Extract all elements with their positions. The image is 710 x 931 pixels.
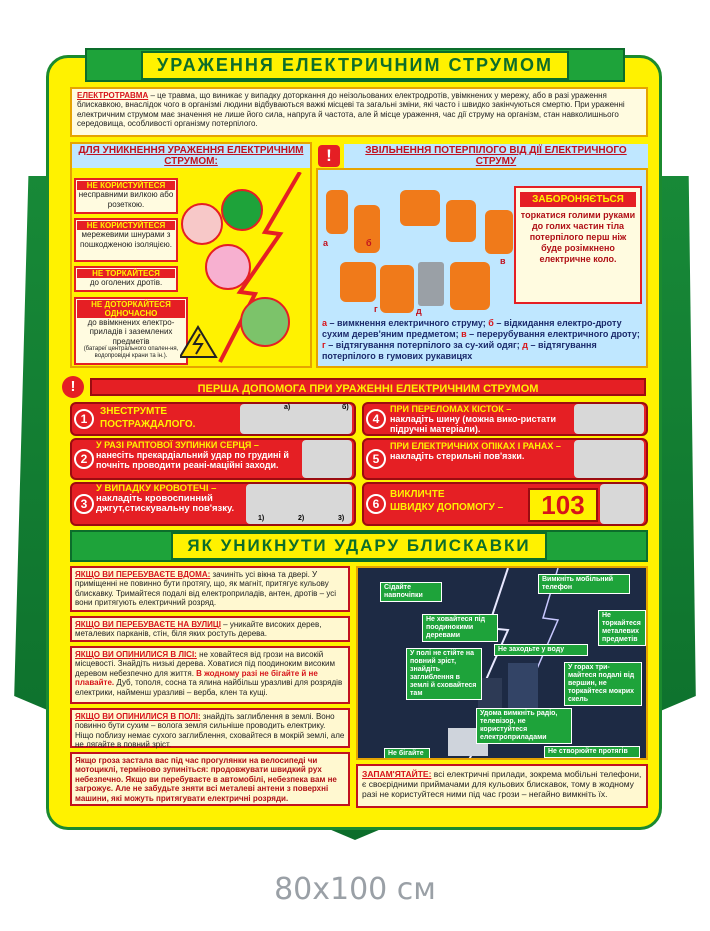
rescuer-figure-a	[326, 190, 348, 234]
aid-step-1-text: ЗНЕСТРУМТЕ ПОСТРАЖДАЛОГО.	[100, 406, 196, 430]
letter-d: д	[416, 306, 422, 316]
prevent-header: ДЛЯ УНИКНЕННЯ УРАЖЕННЯ ЕЛЕКТРИЧНИМ СТРУМОМ:	[72, 144, 310, 168]
aid-step-4-number: 4	[366, 409, 386, 429]
page-title: УРАЖЕННЯ ЕЛЕКТРИЧНИМ СТРУМОМ	[141, 51, 569, 80]
aid-step-5-text: ПРИ ЕЛЕКТРИЧНИХ ОПІКАХ І РАНАХ – накладіть стерильні пов'язки.	[390, 441, 561, 461]
rescuer-figure-e	[485, 210, 513, 254]
forbidden-box: ЗАБОРОНЯЄТЬСЯ торкатися голими руками до голих частин тіла потерпілого перш ніж буде розімкнено електричне коло.	[514, 186, 642, 304]
aid-step-2-text: У РАЗІ РАПТОВОЇ ЗУПИНКИ СЕРЦЯ – нанесіть прекардіальний удар по грудині й почніть проводити реані-маційні заходи.	[96, 440, 289, 470]
tag-field: У полі не стійте на повний зріст, знайдіть заглиблення в землі й сховайтеся там	[406, 648, 482, 700]
aid-step-1-label-b: б)	[342, 404, 349, 411]
prevent-rule-2: НЕ КОРИСТУЙТЕСЯ мережевими шнурами з пошкодженою ізоляцією.	[74, 218, 178, 262]
aid-step-1-image	[240, 404, 352, 434]
aid-step-3-label-2: 2)	[298, 515, 305, 522]
aid-step-6-number: 6	[366, 494, 386, 514]
aid-step-6-image	[600, 484, 644, 524]
aid-step-3-label-3: 3)	[338, 515, 345, 522]
aid-step-5-number: 5	[366, 449, 386, 469]
lightning-vehicle-block: Якщо гроза застала вас під час прогулянки на велосипеді чи мотоциклі, терміново зупиніться: продовжувати швидкий рух небезпечно. Якщо ви перебуваєте в автомобілі, небезпека вам не загрожує. Але не забудьте зняти всі металеві антени з поверхні машини, які можуть притягувати електричні розряди.	[70, 752, 350, 806]
aid-step-1-label-a: а)	[284, 404, 291, 411]
aid-header: ПЕРША ДОПОМОГА ПРИ УРАЖЕННІ ЕЛЕКТРИЧНИМ СТРУМОМ	[90, 378, 646, 396]
aid-step-3-label-1: 1)	[258, 515, 265, 522]
rescuer-figure-g	[380, 265, 414, 313]
lightning-street-block: ЯКЩО ВИ ПЕРЕБУВАЄТЕ НА ВУЛИЦІ – уникайте високих дерев, металевих парканів, стін, біля яких ростуть дерева.	[70, 616, 350, 642]
aid-step-6-text: ВИКЛИЧТЕ ШВИДКУ ДОПОМОГУ –	[390, 489, 504, 513]
aid-step-4-text: ПРИ ПЕРЕЛОМАХ КІСТОК – накладіть шину (можна вико-ристати підручні матеріали).	[390, 404, 556, 434]
lightning-illustration-panel	[356, 566, 648, 760]
intro-text: – це травма, що виникає у випадку доторкання до неізольованих електродротів, увімкнених у мережу, або в разі ураження блискавкою, внаслідок чого в організмі людини відбуваються важкі місцеві та загальні зміни, які часто і швидко закінчуються смертю. При ураженні електричним струмом має значення не лише його сила, напруга й частота, але й місце ураження, час дії струму на організм, стан навколишнього середовища, особливості організму потерпілого.	[77, 91, 625, 129]
release-legend: а – вимкнення електричного струму; б – відкидання електро-дроту сухим дерев'яним предметом; в – перерубування електричного дроту; г – відтягування потерпілого за су-хий одяг; д – відтягування потерпілого в гумових рукавицях	[322, 318, 640, 361]
tag-no-running: Не бігайте	[384, 748, 430, 760]
prevent-rule-4: НЕ ДОТОРКАЙТЕСЯ ОДНОЧАСНО до ввімкнених електро-приладів і заземлених предметів (батареї центрального опален-ня, водопровідні крани та ін.).	[74, 297, 188, 365]
aid-step-3-text: У ВИПАДКУ КРОВОТЕЧІ – накладіть кровоспинний джгут,стискувальну пов'язку.	[96, 483, 235, 514]
tag-no-water: Не заходьте у воду	[494, 644, 588, 656]
rescuer-figure-d	[446, 200, 476, 242]
lightning-home-block: ЯКЩО ВИ ПЕРЕБУВАЄТЕ ВДОМА: зачиніть усі вікна та двері. У приміщенні не повинно бути протягу, що, як магніт, притягує кульову блискавку. Тримайтеся подалі від електроприладів, антен, дротів – усі вони притягують електричний розряд.	[70, 566, 350, 612]
warning-icon: !	[318, 145, 340, 167]
tag-phone-off: Вимкніть мобільний телефон	[538, 574, 630, 594]
tag-home-devices: Удома вимкніть радіо, телевізор, не користуйтеся електроприладами	[476, 708, 572, 744]
aid-step-4-image	[574, 404, 644, 434]
ambulance-phone-number: 103	[528, 488, 598, 522]
lightning-title-banner	[70, 530, 648, 562]
intro-term: ЕЛЕКТРОТРАВМА	[77, 91, 149, 100]
aid-step-5-image	[574, 440, 644, 478]
letter-v: в	[500, 256, 506, 266]
aid-step-3-number: 3	[74, 494, 94, 514]
prevent-rule-1: НЕ КОРИСТУЙТЕСЯ несправними вилкою або розеткою.	[74, 178, 178, 214]
letter-a: а	[323, 238, 329, 248]
remember-box: ЗАПАМ'ЯТАЙТЕ: всі електричні прилади, зокрема мобільні телефони, є своєрідними приймачами для кульових блискавок, тому в жодному разі не користуйтеся ними під час грози – негайно вимкніть їх.	[356, 764, 648, 808]
size-caption: 80х100 см	[274, 872, 436, 907]
rescuer-figure-c	[400, 190, 440, 226]
intro-box	[70, 87, 648, 137]
tag-squat: Сідайте навпочіпки	[380, 582, 442, 602]
rescuer-figure-h	[450, 262, 490, 310]
tag-no-lone-trees: Не ховайтеся під поодинокими деревами	[422, 614, 498, 642]
title-banner	[85, 48, 625, 82]
aid-warning-icon: !	[62, 376, 84, 398]
aid-step-2-image	[302, 440, 352, 478]
electric-hazard-illustration	[180, 172, 310, 367]
electric-panel-image	[418, 262, 444, 306]
lightning-forest-block: ЯКЩО ВИ ОПИНИЛИСЯ В ЛІСІ: не ховайтеся від грози на високій місцевості. Знайдіть низькі дерева. Ховатися під поодиноким високим деревом небезпечно для життя. В жодному разі не бігайте й не плавайте. Дуб, тополя, сосна та ялина найбільш уразливі для розрядів електрики, найменш уразливі – верба, клен та кущі.	[70, 646, 350, 704]
rescuer-figure-f	[340, 262, 376, 302]
letter-g: г	[374, 304, 378, 314]
prevent-rule-3: НЕ ТОРКАЙТЕСЯ до оголених дротів.	[74, 266, 178, 292]
aid-step-1-number: 1	[74, 409, 94, 429]
letter-b: б	[366, 238, 372, 248]
tag-mountains: У горах три-майтеся подалі від вершин, не торкайтеся мокрих скель	[564, 662, 642, 706]
tag-no-metal: Не торкайтеся металевих предметів	[598, 610, 646, 646]
lightning-field-block: ЯКЩО ВИ ОПИНИЛИСЯ В ПОЛІ: знайдіть заглиблення в землі. Воно повинно бути сухим – волога земля сильніше проводить електрику. Ніщо поблизу немає сухого заглиблення, сховайтеся в мокрій землі, але не лягайте в повний зріст.	[70, 708, 350, 748]
lightning-title: ЯК УНИКНУТИ УДАРУ БЛИСКАВКИ	[171, 532, 546, 560]
tag-no-draft: Не створюйте протягів	[544, 746, 640, 758]
release-header: ЗВІЛЬНЕННЯ ПОТЕРПІЛОГО ВІД ДІЇ ЕЛЕКТРИЧНОГО СТРУМУ	[344, 144, 648, 168]
aid-step-2-number: 2	[74, 449, 94, 469]
